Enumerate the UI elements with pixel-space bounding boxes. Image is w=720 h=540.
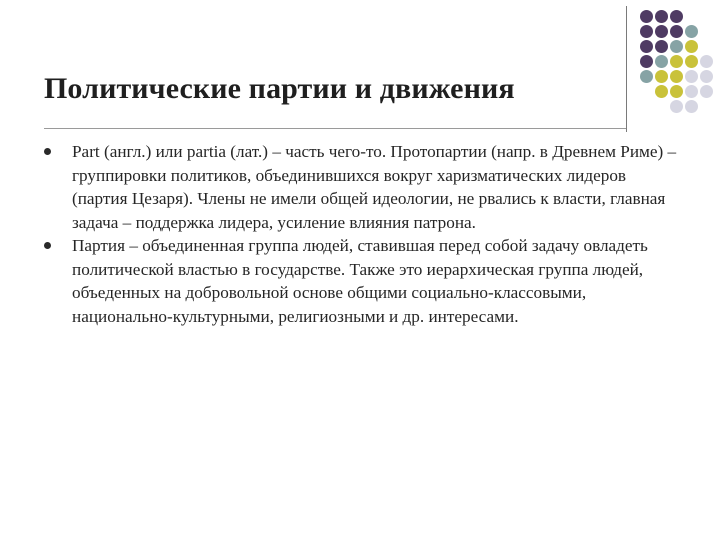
decorative-dot [640,25,653,38]
bullet-dot-icon [44,148,51,155]
decorative-dot [685,100,698,113]
decorative-dot [670,85,683,98]
bullet-dot-icon [44,242,51,249]
bullet-list [44,140,684,328]
bullet-text: Партия – объединенная группа людей, ставившая перед собой задачу овладеть политической властью в государстве. Также это иерархическая группа людей, объеденных на добровольной основе общими социально-классовыми, национально-культурными, религиозными и др. интересами. [72,236,648,326]
decorative-dot [685,85,698,98]
decorative-dot [670,55,683,68]
decorative-dot [655,40,668,53]
decorative-dot [685,40,698,53]
decorative-dot [685,55,698,68]
decorative-dot [655,85,668,98]
decorative-dot [655,25,668,38]
decorative-dot [670,70,683,83]
decorative-dot [700,70,713,83]
title-divider [44,128,626,129]
decorative-dot [640,70,653,83]
decorative-dot [640,55,653,68]
bullet-text: Part (англ.) или partia (лат.) – часть чего-то. Протопартии (напр. в Древнем Риме) – группировки политиков, объединившихся вокруг харизматических лидеров (партия Цезаря). Члены не имели общей идеологии, не рвались к власти, главная задача – поддержка лидера, усиление влияния патрона. [72,142,677,232]
decorative-dot [685,25,698,38]
decorative-dot [655,70,668,83]
decorative-dot [640,40,653,53]
decorative-dot [700,85,713,98]
decorative-vertical-line [626,6,627,132]
slide-title: Политические партии и движения [44,72,515,105]
decorative-dot [670,100,683,113]
bullet-item-party-definition [44,234,684,328]
decorative-dot [700,55,713,68]
decorative-dot [640,10,653,23]
decorative-dot [655,10,668,23]
decorative-dot [670,10,683,23]
decorative-dot [670,25,683,38]
decorative-dot [685,70,698,83]
bullet-item-part-definition [44,140,684,234]
decorative-dot [670,40,683,53]
decorative-dot [655,55,668,68]
